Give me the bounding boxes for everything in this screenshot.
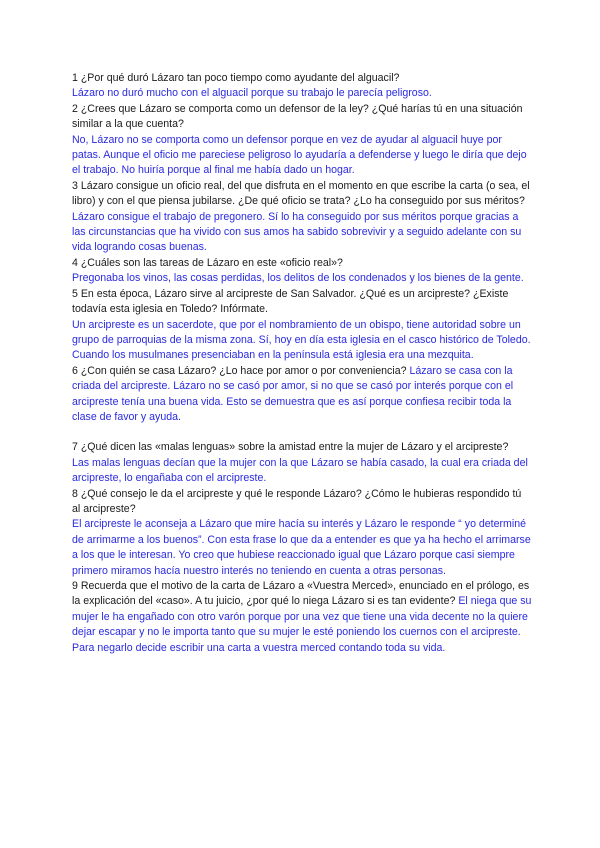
answer-3: Lázaro consigue el trabajo de pregonero. Sí lo ha conseguido por sus méritos porque gracias a las circunstancias que ha vivido con sus amos ha sabido sobrevivir y a seguido adelante con su vida logrando cosas buenas. — [72, 210, 522, 254]
question-6: 6 ¿Con quién se casa Lázaro? ¿Lo hace por amor o por conveniencia? — [72, 364, 407, 377]
question-3: 3 Lázaro consigue un oficio real, del que disfruta en el momento en que escribe la carta (o sea, el libro) y con el que piensa jubilarse. ¿De qué oficio se trata? ¿Lo ha conseguido por sus méritos? — [72, 179, 530, 208]
question-4: 4 ¿Cuáles son las tareas de Lázaro en este «oficio real»? — [72, 256, 343, 269]
document-page — [72, 71, 532, 656]
question-2: 2 ¿Crees que Lázaro se comporta como un defensor de la ley? ¿Qué harías tú en una situación similar a la que cuenta? — [72, 102, 523, 131]
question-answer-6 — [72, 364, 532, 426]
answer-6: Lázaro se casa con la criada del arcipreste. Lázaro no se casó por amor, si no que se casó por interés porque con el arcipreste tenía una buena vida. Esto se demuestra que es así porque confiesa recibir toda la clase de favor y ayuda. — [72, 364, 514, 423]
answer-5: Un arcipreste es un sacerdote, que por el nombramiento de un obispo, tiene autoridad sobre un grupo de parroquias de la misma zona. Sí, hoy en día esta iglesia en el casco histórico de Toledo. Cuando los musulmanes presenciaban en la península está iglesia era una mezquita. — [72, 318, 531, 362]
blank-line — [72, 425, 532, 440]
answer-9: El niega que su mujer le ha engañado con otro varón porque por una vez que tiene una vida decente no la quiere dejar escapar y no le importa tanto que su mujer le esté poniendo los cuernos con el arcipreste. Para negarlo decide escribir una carta a vuestra merced contando toda su vida. — [72, 595, 532, 654]
question-7: 7 ¿Qué dicen las «malas lenguas» sobre la amistad entre la mujer de Lázaro y el arcipreste? — [72, 441, 509, 454]
answer-7: Las malas lenguas decían que la mujer con la que Lázaro se había casado, la cual era criada del arcipreste, lo engañaba con el arcipreste. — [72, 456, 528, 485]
answer-4: Pregonaba los vinos, las cosas perdidas, los delitos de los condenados y los bienes de la gente. — [72, 272, 524, 285]
answer-2: No, Lázaro no se comporta como un defensor porque en vez de ayudar al alguacil huye por patas. Aunque el oficio me pareciese peligroso lo ayudaría a defenderse y luego le diría que dejo el trabajo. No huiría porque al final me había dado un hogar. — [72, 133, 527, 177]
question-8: 8 ¿Qué consejo le da el arcipreste y qué le responde Lázaro? ¿Cómo le hubieras respondido tú al arcipreste? — [72, 487, 522, 515]
question-answer-9 — [72, 579, 532, 656]
answer-8: El arcipreste le aconseja a Lázaro que mire hacía su interés y Lázaro le responde “ yo determiné de arrimarme a los buenos”. Con esta frase lo que da a entender es que ya ha hecho el arrimarse a los que le interesan. Yo creo que hubiese reaccionado igual que Lázaro porque casi siempre primero miramos hacía nuestro interés no teniendo en cuenta a otras personas. — [72, 518, 531, 577]
question-1: 1 ¿Por qué duró Lázaro tan poco tiempo como ayudante del alguacil? — [72, 72, 400, 84]
question-9: 9 Recuerda que el motivo de la carta de Lázaro a «Vuestra Merced», enunciado en el prólogo, es la explicación del «caso». A tu juicio, ¿por qué lo niega Lázaro si es tan evidente? — [72, 580, 530, 608]
answer-1: Lázaro no duró mucho con el alguacil porque su trabajo le parecía peligroso. — [72, 87, 432, 100]
question-5: 5 En esta época, Lázaro sirve al arcipreste de San Salvador. ¿Qué es un arcipreste? ¿Existe todavía esta iglesia en Toledo? Infórmate. — [72, 287, 509, 316]
